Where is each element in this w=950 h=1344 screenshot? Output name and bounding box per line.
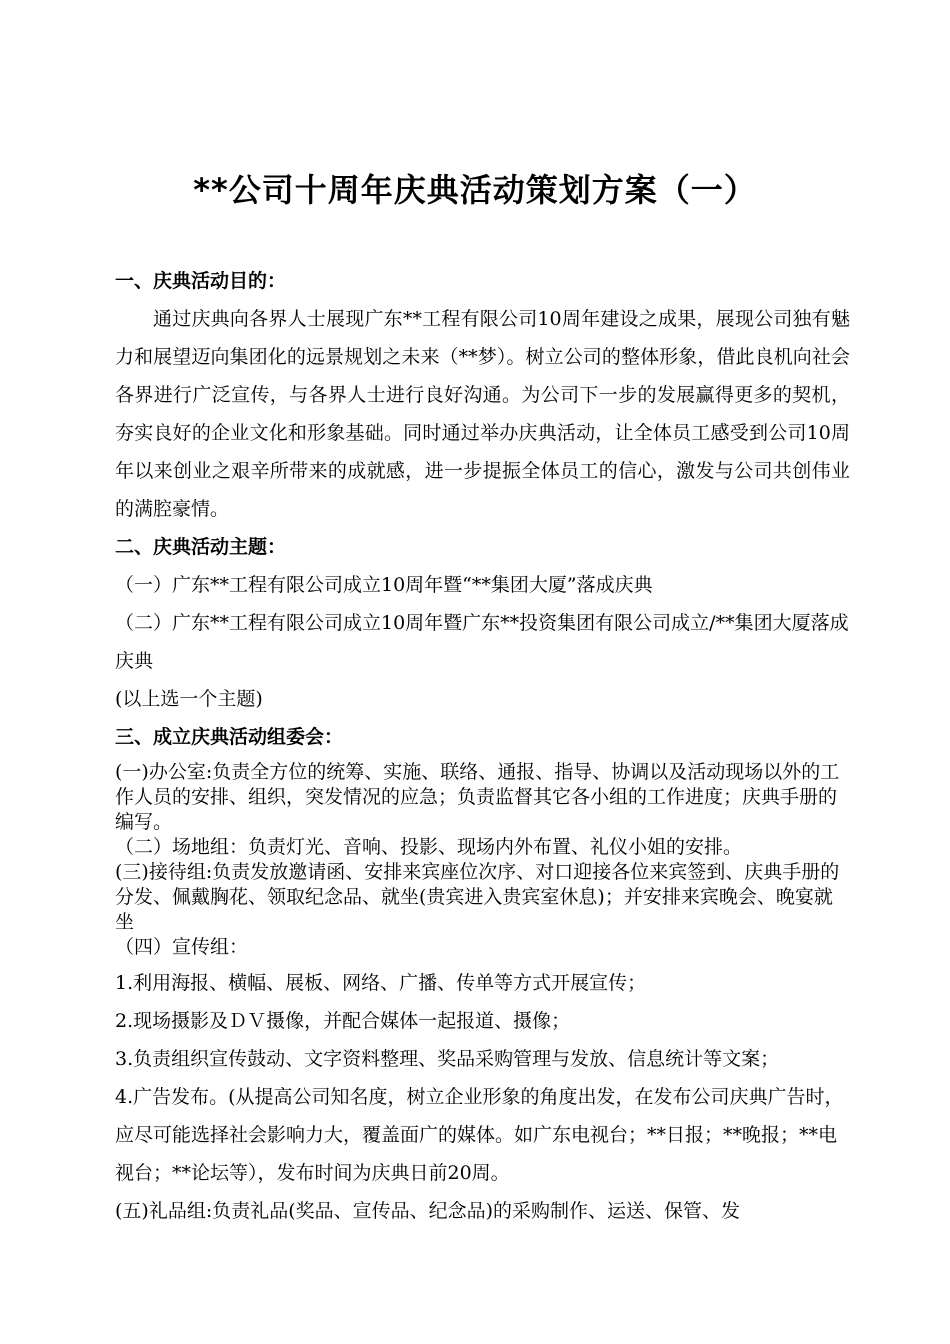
section-heading-theme: 二、庆典活动主题： — [115, 536, 287, 558]
section-heading-purpose: 一、庆典活动目的： — [115, 270, 287, 292]
publicity-item-1: 1.利用海报、横幅、展板、网络、广播、传单等方式开展宣传； — [115, 972, 647, 994]
document-body — [115, 262, 850, 1230]
theme-option-2: （二）广东**工程有限公司成立10周年暨广东**投资集团有限公司成立/**集团大厦落成庆典 — [115, 612, 849, 672]
committee-publicity-heading: （四）宣传组： — [115, 936, 249, 958]
committee-gifts: (五)礼品组:负责礼品(奖品、宣传品、纪念品)的采购制作、运送、保管、发 — [115, 1200, 741, 1222]
publicity-item-2: 2.现场摄影及ＤＶ摄像，并配合媒体一起报道、摄像； — [115, 1010, 571, 1032]
purpose-paragraph: 通过庆典向各界人士展现广东**工程有限公司10周年建设之成果，展现公司独有魅力和展望迈向集团化的远景规划之未来（**梦）。树立公司的整体形象，借此良机向社会各界进行广泛宣传，与各界人士进行良好沟通。为公司下一步的发展赢得更多的契机，夯实良好的企业文化和形象基础。同时通过举办庆典活动，让全体员工感受到公司10周年以来创业之艰辛所带来的成就感，进一步提振全体员工的信心，激发与公司共创伟业的满腔豪情。 — [115, 308, 850, 520]
section-heading-committee: 三、成立庆典活动组委会： — [115, 726, 344, 748]
publicity-item-4: 4.广告发布。(从提高公司知名度，树立企业形象的角度出发，在发布公司庆典广告时，应尽可能选择社会影响力大，覆盖面广的媒体。如广东电视台；**日报；**晚报；**电视台；**论坛等），发布时间为庆典日前20周。 — [115, 1086, 844, 1184]
committee-office: (一)办公室:负责全方位的统筹、实施、联络、通报、指导、协调以及活动现场以外的工作人员的安排、组织，突发情况的应急；负责监督其它各小组的工作进度；庆典手册的编写。 — [115, 761, 840, 833]
committee-reception: (三)接待组:负责发放邀请函、安排来宾座位次序、对口迎接各位来宾签到、庆典手册的分发、佩戴胸花、领取纪念品、就坐(贵宾进入贵宾室休息)；并安排来宾晚会、晚宴就坐 — [115, 861, 840, 933]
committee-venue: （二）场地组：负责灯光、音响、投影、现场内外布置、礼仪小姐的安排。 — [115, 836, 743, 858]
document-title: **公司十周年庆典活动策划方案（一） — [193, 171, 757, 209]
theme-note: (以上选一个主题) — [115, 688, 263, 710]
publicity-item-3: 3.负责组织宣传鼓动、文字资料整理、奖品采购管理与发放、信息统计等文案； — [115, 1048, 780, 1070]
theme-option-1: （一）广东**工程有限公司成立10周年暨“**集团大厦”落成庆典 — [115, 574, 653, 596]
